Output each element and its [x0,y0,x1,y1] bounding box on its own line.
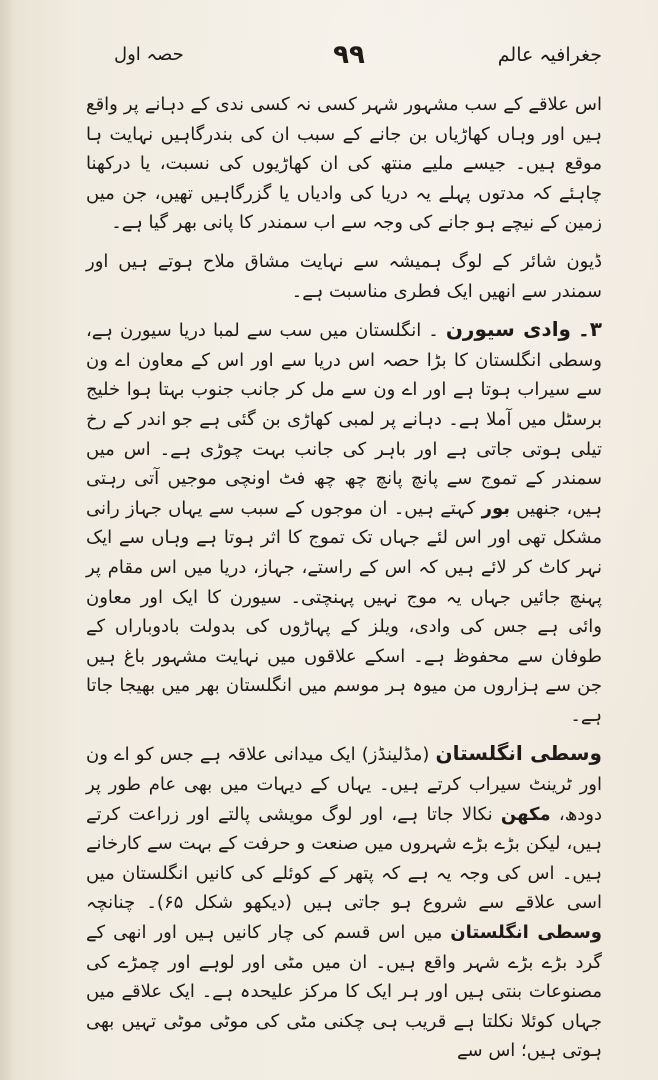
severn-text: ۔ انگلستان میں سب سے لمبا دریا سیورن ہے، وسطی انگلستان کا بڑا حصہ اس دریا سے اور اس کے معاون اے ون سے سیراب ہوتا ہے اور اے ون سے مل کر جانب جنوب بہتا ہوا خلیج برسٹل میں آملا ہے۔ دہانے پر لمبی کھاڑی بن گئی ہے جو اندر کے رخ تیلی ہوتی جاتی ہے اور باہر کی جانب بہت چوڑی ہے۔ اس میں سمندر کے تموج سے پانچ پانچ چھ چھ فٹ اونچی موجیں آتی رہتی ہیں، جنھیں [86,320,603,519]
midlands-text-middle: نکالا جاتا ہے، اور لوگ مویشی پالتے اور زراعت کرتے ہیں، لیکن بڑے بڑے شہروں میں صنعت و حرفت کے بہت سے کارخانے ہیں۔ اس کی وجہ یہ ہے کہ پتھر کے کوئلے کی کانیں انگلستان میں اسی علاقے سے شروع ہو جاتی ہیں (دیکھو شکل ۶۵)۔ چنانچہ [86,803,602,914]
section-label: حصہ اول [114,44,184,65]
bore-term: بور [481,497,510,519]
severn-text-continued: کہتے ہیں۔ ان موجوں کے سبب سے یہاں جہاز رانی مشکل تھی اور اس لئے جہاں تک تموج کا اثر ہوتا ہے وہاں سے ایک نہر کاٹ کر لائے ہیں کہ اس کے راستے، جہاز، دریا میں اس مقام پر پہنچ جائیں جہاں یہ موج نہیں پہنچتی۔ سیورن کا ایک اور معاون وائی ہے جس کی وادی، ویلز کے پہاڑوں کی بدولت بادوباراں کے طوفان سے محفوظ ہے۔ اسکے علاقوں میں نہایت مشہور باغ ہیں جن سے ہزاروں من میوہ ہر موسم میں انگلستان بھر میں بھیجا جاتا ہے۔ [86,497,602,726]
page-edge-shadow [0,0,14,1080]
section-number: ۳۔ [578,317,602,342]
midlands-emphasis: وسطی انگلستان [450,922,602,944]
section-title-severn: وادی سیورن [445,317,571,342]
midlands-text: (مڈلینڈز) ایک میدانی علاقہ ہے جس کو اے ون اور ٹرینٹ سیراب کرتے ہیں۔ یہاں کے دیہات میں بھی عام طور پر دودھ، [86,744,602,825]
butter-term: مکھن [500,803,551,825]
page-number: ۹۹ [333,40,365,70]
page-content [86,90,602,1066]
section-title-midlands: وسطی انگلستان [435,741,602,766]
paragraph-midlands [86,739,602,1066]
midlands-text-continued: میں اس قسم کی چار کانیں ہیں اور انھی کے گرد بڑے بڑے شہر واقع ہیں۔ ان میں مٹی اور لوہے اور چمڑے کی مصنوعات بنتی ہیں اور ہر ایک کا مرکز علیحدہ ہے۔ ایک علاقے میں جہاں کوئلا نکلتا ہے قریب ہی چکنی مٹی کی موٹی موٹی تہیں بھی ہوتی ہیں؛ اس سے [86,922,602,1062]
paragraph-ports: اس علاقے کے سب مشہور شہر کسی نہ کسی ندی کے دہانے پر واقع ہیں اور وہاں کھاڑیاں بن جانے کے سبب ان کی بندرگاہیں نہایت ہا موقع ہیں۔ جیسے ملیے منتھ کی ان کھاڑیوں کی نسبت، یا درکھنا چاہئے کہ مدتوں پہلے یہ دریا کی وادیاں یا گزرگاہیں تھیں، جن میں زمین کے نیچے ہو جانے کی وجہ سے اب سمندر کا پانی بھر گیا ہے۔ [86,94,602,234]
paragraph-severn [86,315,602,730]
page-header [96,40,602,80]
book-title: جغرافیہ عالم [497,44,602,66]
paragraph-devonshire: ڈیون شائر کے لوگ ہمیشہ سے نہایت مشاق ملاح ہوتے ہیں اور سمندر سے انھیں ایک فطری مناسبت ہے۔ [86,250,602,302]
